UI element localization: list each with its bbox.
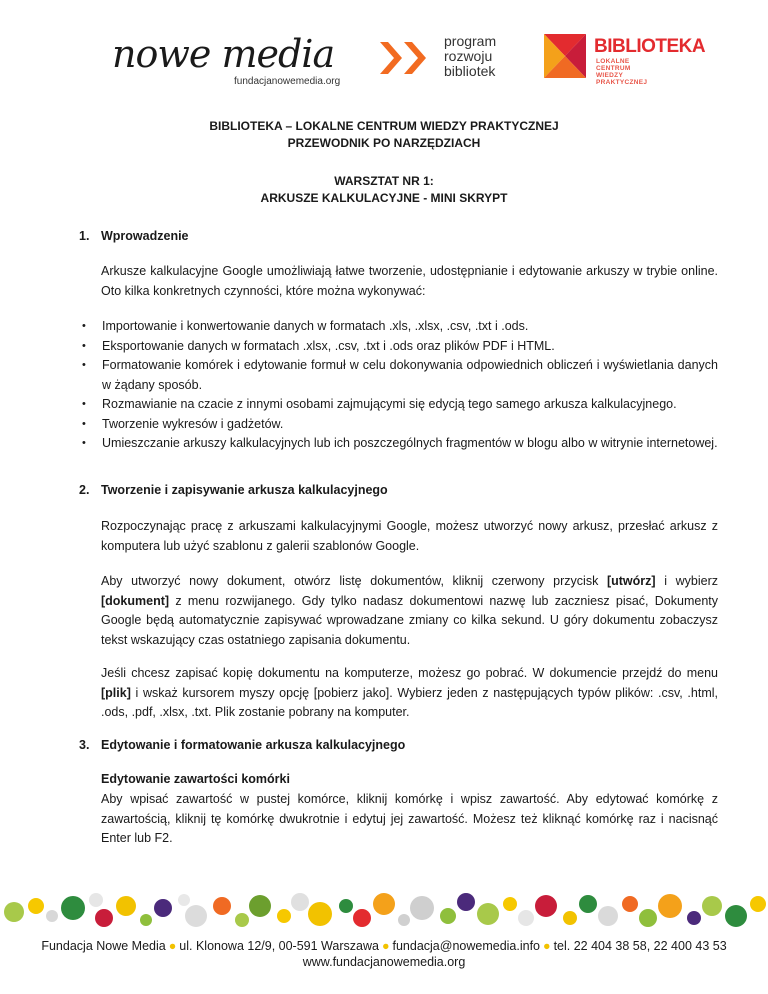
paragraph: Aby wpisać zawartość w pustej komórce, kliknij komórkę i wpisz zawartość. Aby edytować komórkę z zawartością, kliknij tę komórkę dwukrotnie i edytuj jej zawartość. Możesz też kliknąć komórkę raz i nacisnąć Enter lub F2.	[101, 792, 718, 845]
separator-dot-icon: ●	[168, 939, 177, 953]
program-rozwoju-bibliotek-logo	[378, 34, 528, 84]
intro-paragraph: Arkusze kalkulacyjne Google umożliwiają łatwe tworzenie, udostępnianie i edytowanie arkuszy w trybie online. Oto kilka konkretnych czynności, które można wykonywać:	[101, 264, 718, 298]
title-line: WARSZTAT NR 1:	[334, 174, 434, 188]
section-number: 3.	[79, 738, 90, 752]
paragraph	[101, 572, 718, 650]
bib-sub-line: CENTRUM	[596, 65, 631, 72]
footer-contact-line	[0, 938, 768, 954]
section-heading-2	[79, 483, 388, 497]
text-run: z menu rozwijanego. Gdy tylko nadasz dokumentowi nazwę lub zaczniesz pisać, Dokumenty Google będą automatycznie zapisywać wprowadzane zmiany co kilka sekund. U góry dokumentu zobaczysz tekst wskazujący czas ostatniego zapisania dokumentu.	[101, 593, 718, 647]
prb-text	[444, 34, 496, 79]
text-run: Jeśli chcesz zapisać kopię dokumentu na komputerze, możesz go pobrać. W dokumencie przejdź do menu	[101, 666, 718, 680]
bib-sub-line: LOKALNE	[596, 58, 630, 65]
list-item: • Importowanie i konwertowanie danych w formatach .xls, .xlsx, .csv, .txt i .ods.	[82, 317, 718, 337]
section-heading-3	[79, 738, 405, 752]
prb-line: program	[444, 33, 497, 49]
bold-term: [plik]	[101, 685, 131, 700]
list-item: • Rozmawianie na czacie z innymi osobami zajmującymi się edycją tego samego arkusza kalkulacyjnego.	[82, 395, 718, 415]
separator-dot-icon: ●	[381, 939, 390, 953]
bold-term: [dokument]	[101, 593, 170, 608]
section-title: Wprowadzenie	[101, 229, 189, 243]
footer-phone: tel. 22 404 38 58, 22 400 43 53	[553, 939, 727, 953]
workshop-title	[0, 173, 768, 207]
document-title	[0, 118, 768, 152]
biblioteka-mark-icon	[540, 30, 590, 82]
nowe-media-url: fundacjanowemedia.org	[234, 76, 341, 87]
paragraph	[101, 664, 718, 723]
page-header	[0, 28, 768, 88]
decorative-dots	[0, 886, 768, 932]
biblioteka-subtitle	[596, 58, 647, 86]
prb-line: bibliotek	[444, 63, 496, 79]
footer-address: ul. Klonowa 12/9, 00-591 Warszawa	[179, 939, 379, 953]
list-item: • Umieszczanie arkuszy kalkulacyjnych lub ich poszczególnych fragmentów w blogu albo w witrynie internetowej.	[82, 434, 718, 454]
bib-sub-line: PRAKTYCZNEJ	[596, 79, 648, 86]
section-number: 2.	[79, 483, 90, 497]
paragraph: Rozpoczynając pracę z arkuszami kalkulacyjnymi Google, możesz utworzyć nowy arkusz, przesłać arkusz z komputera lub użyć szablonu z galerii szablonów Google.	[101, 519, 718, 553]
separator-dot-icon: ●	[543, 939, 551, 953]
page-footer	[0, 938, 768, 970]
text-run: Aby utworzyć nowy dokument, otwórz listę dokumentów, kliknij czerwony przycisk	[101, 574, 607, 588]
feature-list	[82, 317, 718, 454]
section-number: 1.	[79, 229, 90, 243]
title-line: BIBLIOTEKA – LOKALNE CENTRUM WIEDZY PRAKTYCZNEJ	[209, 119, 559, 133]
text-run: i wskaż kursorem myszy opcję [pobierz jako]. Wybierz jeden z następujących typów plików: .csv, .html, .ods, .pdf, .xlsx, .txt. Plik zostanie pobrany na komputer.	[101, 685, 718, 719]
subheading: Edytowanie zawartości komórki	[101, 772, 290, 786]
text-run: i wybierz	[655, 574, 718, 588]
footer-email[interactable]: fundacja@nowemedia.info	[392, 939, 541, 953]
double-chevron-icon	[378, 38, 438, 78]
prb-line: rozwoju	[444, 48, 493, 64]
section-title: Edytowanie i formatowanie arkusza kalkulacyjnego	[101, 738, 406, 752]
nowe-media-logo	[112, 34, 344, 90]
list-item: • Eksportowanie danych w formatach .xlsx, .csv, .txt i .ods oraz plików PDF i HTML.	[82, 337, 718, 357]
biblioteka-wordmark: BIBLIOTEKA	[594, 36, 706, 57]
bold-term: [utwórz]	[606, 574, 656, 588]
section-heading-1	[79, 229, 189, 243]
section-title: Tworzenie i zapisywanie arkusza kalkulacyjnego	[101, 483, 388, 497]
biblioteka-logo	[540, 30, 720, 84]
title-line: ARKUSZE KALKULACYJNE - MINI SKRYPT	[260, 191, 508, 205]
list-item: • Formatowanie komórek i edytowanie formuł w celu dokonywania odpowiednich obliczeń i wyświetlania danych w żądany sposób.	[82, 356, 718, 395]
footer-org: Fundacja Nowe Media	[41, 939, 166, 953]
nowe-media-wordmark: nowe media	[112, 32, 335, 76]
bib-sub-line: WIEDZY	[596, 72, 624, 79]
title-line: PRZEWODNIK PO NARZĘDZIACH	[287, 136, 481, 150]
footer-website[interactable]: www.fundacjanowemedia.org	[302, 955, 466, 969]
list-item: • Tworzenie wykresów i gadżetów.	[82, 415, 718, 435]
